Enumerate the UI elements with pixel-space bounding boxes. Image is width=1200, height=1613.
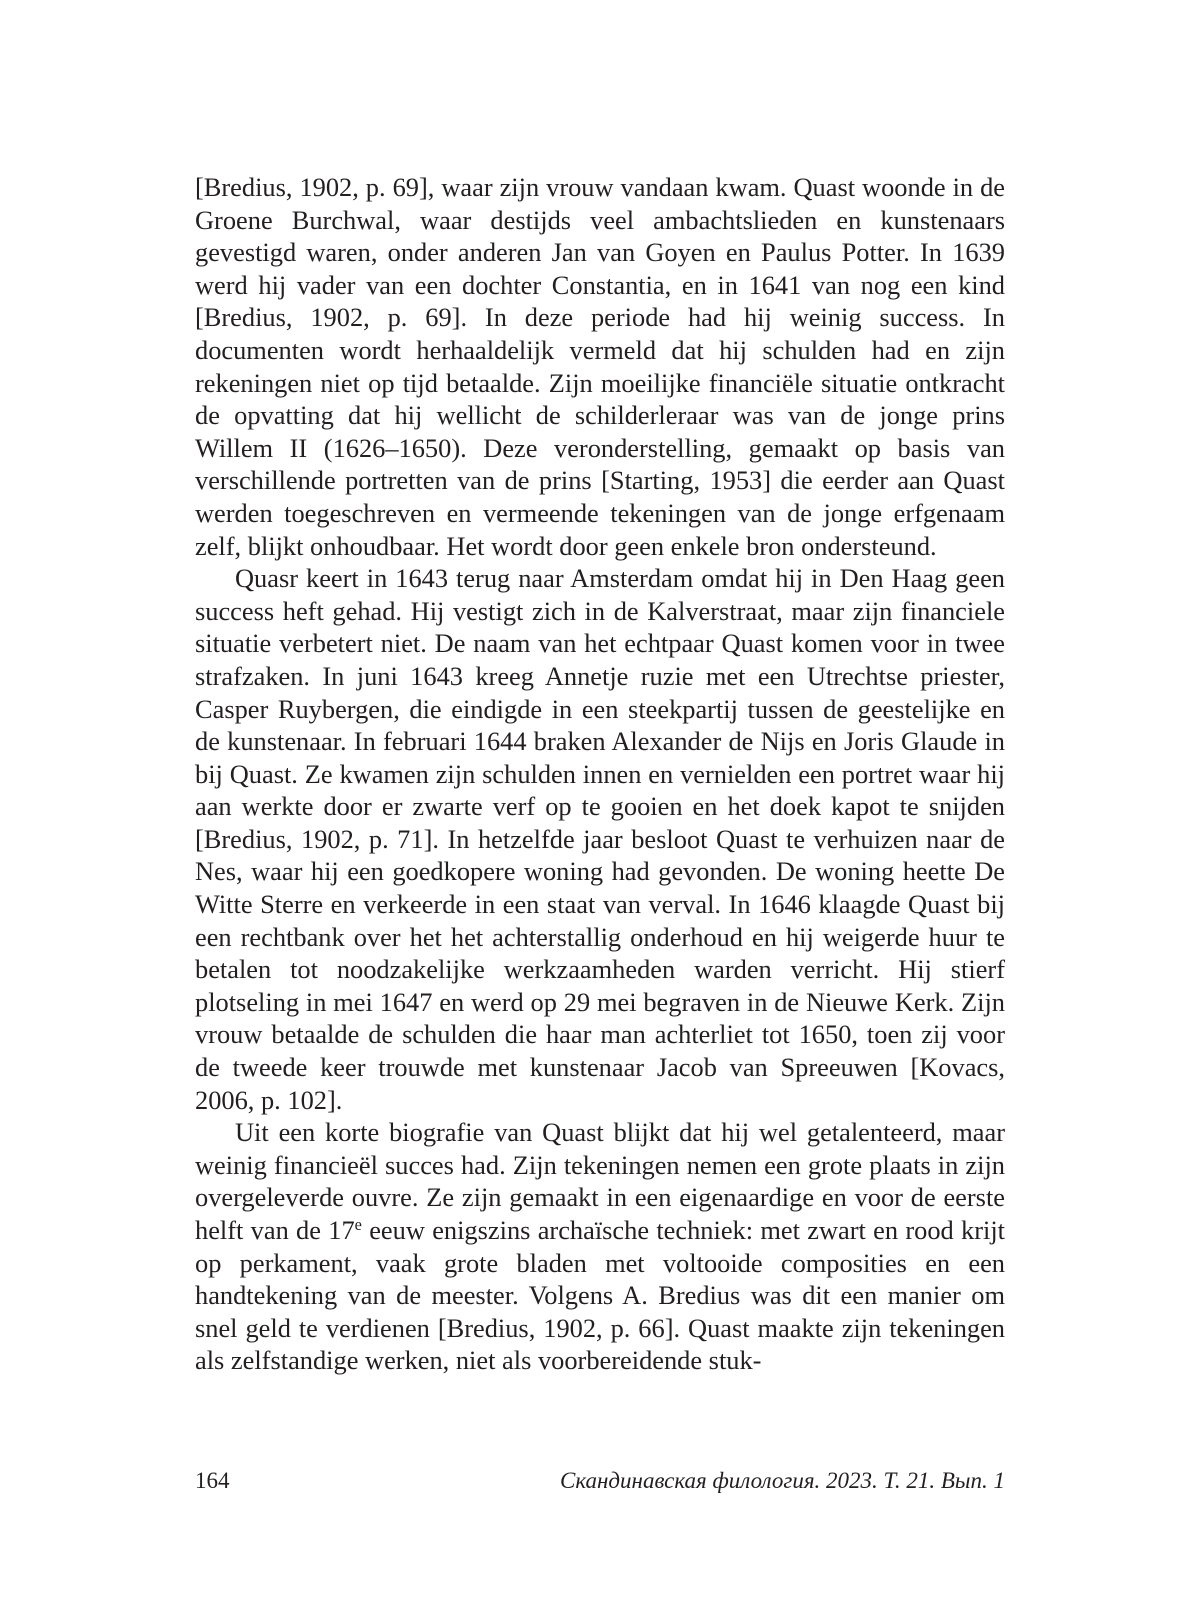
paragraph-1: [Bredius, 1902, p. 69], waar zijn vrouw vandaan kwam. Quast woonde in de Groene Burchwal, waar destijds veel ambachtslieden en kunstenaars gevestigd waren, onder anderen Jan van Goyen en Paulus Potter. In 1639 werd hij vader van een dochter Constantia, en in 1641 van nog een kind [Bredius, 1902, p. 69]. In deze periode had hij weinig success. In documenten wordt herhaaldelijk vermeld dat hij schulden had en zijn rekeningen niet op tijd betaalde. Zijn moeilijke financiële situatie ontkracht de opvatting dat hij wellicht de schilderleraar was van de jonge prins Willem II (1626–1650). Deze veronderstelling, gemaakt op basis van verschillende portretten van de prins [Starting, 1953] die eerder aan Quast werden toegeschreven en vermeende tekeningen van de jonge erfgenaam zelf, blijkt onhoudbaar. Het wordt door geen enkele bron ondersteund.	[195, 172, 1005, 561]
paragraph-2: Quasr keert in 1643 terug naar Amsterdam omdat hij in Den Haag geen success heft gehad. Hij vestigt zich in de Kalverstraat, maar zijn financiele situatie verbetert niet. De naam van het echtpaar Quast komen voor in twee strafzaken. In juni 1643 kreeg Annetje ruzie met een Utrechtse priester, Casper Ruybergen, die eindigde in een steekpartij tussen de geestelijke en de kunstenaar. In februari 1644 braken Alexander de Nijs en Joris Glaude in bij Quast. Ze kwamen zijn schulden innen en vernielden een portret waar hij aan werkte door er zwarte verf op te gooien en het doek kapot te snijden [Bredius, 1902, p. 71]. In hetzelfde jaar besloot Quast te verhuizen naar de Nes, waar hij een goedkopere woning had gevonden. De woning heette De Witte Sterre en verkeerde in een staat van verval. In 1646 klaagde Quast bij een rechtbank over het het achterstallig onderhoud en hij weigerde huur te betalen tot noodzakelijke werkzaamheden warden verricht. Hij stierf plotseling in mei 1647 en werd op 29 mei begraven in de Nieuwe Kerk. Zijn vrouw betaalde de schulden die haar man achterliet tot 1650, toen zij voor de tweede keer trouwde met kunstenaar Jacob van Spreeuwen [Kovacs, 2006, p. 102].	[195, 563, 1005, 1115]
page-number: 164	[195, 1468, 230, 1493]
paragraph-3	[195, 1116, 1005, 1377]
article-body	[195, 171, 1005, 1377]
page-footer	[195, 1466, 1005, 1496]
paragraph-3-text-b: eeuw enigszins archaïsche techniek: met zwart en rood krijt op perkament, vaak grote bladen met voltooide composities en een handtekening van de meester. Volgens A. Bredius was dit een manier om snel geld te verdienen [Bredius, 1902, p. 66]. Quast maakte zijn tekeningen als zelfstandige werken, niet als voorbereidende stuk-	[195, 1215, 1005, 1376]
journal-citation: Скандинавская филология. 2023. Т. 21. Вып. 1	[559, 1468, 1005, 1493]
century-superscript: e	[354, 1215, 362, 1234]
paragraph-3-text-a: Uit een korte biografie van Quast blijkt dat hij wel getalenteerd, maar weinig financieël succes had. Zijn tekeningen nemen een grote plaats in zijn overgeleverde ouvre. Ze zijn gemaakt in een eigenaardige en voor de eerste helft van de 17	[195, 1117, 1005, 1245]
